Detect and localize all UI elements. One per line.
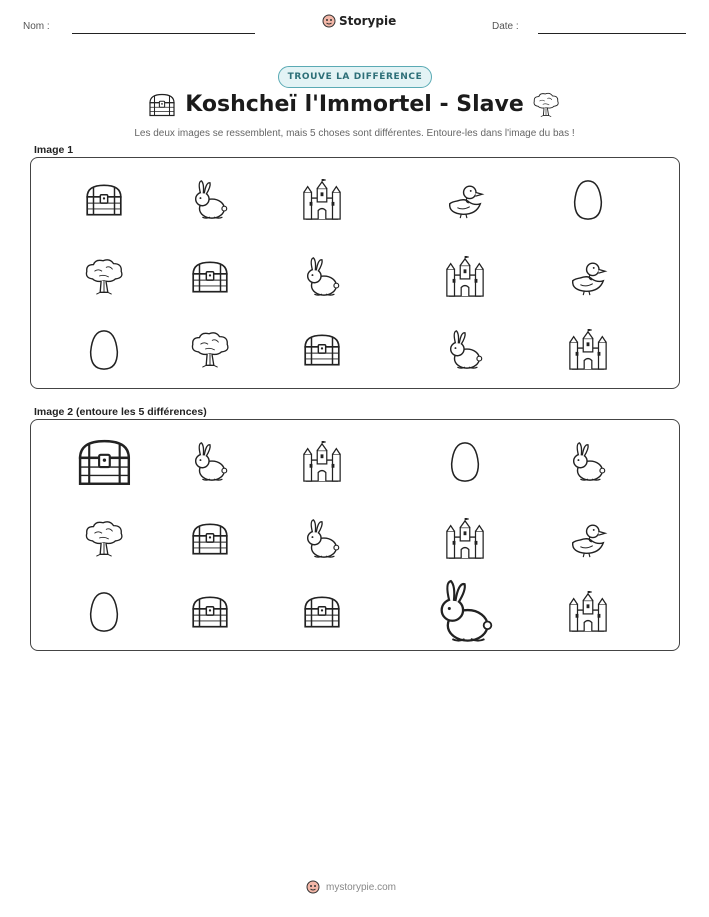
image2-castle-icon[interactable] [444, 518, 486, 560]
image2-chest-icon[interactable] [301, 591, 343, 633]
image1-castle-icon [444, 256, 486, 298]
page-title: Koshcheï l'Immortel - Slave [185, 92, 524, 117]
activity-badge: TROUVE LA DIFFÉRENCE [278, 66, 432, 88]
image1-castle-icon [567, 329, 609, 371]
footer [306, 880, 396, 894]
image2-rabbit-icon[interactable] [567, 441, 609, 483]
image2-chest-icon[interactable] [74, 432, 135, 493]
image2-egg-icon[interactable] [83, 591, 125, 633]
image2-rabbit-icon[interactable] [301, 518, 343, 560]
storypie-mascot-icon [306, 880, 320, 894]
image2-egg-icon[interactable] [444, 441, 486, 483]
image1-chest-icon [83, 179, 125, 221]
image1-egg-icon [567, 179, 609, 221]
image1-egg-icon [83, 329, 125, 371]
image1-duck-icon [567, 256, 609, 298]
image1-panel [30, 157, 680, 389]
image2-chest-icon[interactable] [189, 518, 231, 560]
image2-duck-icon[interactable] [567, 518, 609, 560]
date-field[interactable] [538, 33, 686, 34]
name-label: Nom : [23, 21, 50, 32]
image1-rabbit-icon [301, 256, 343, 298]
footer-url: mystorypie.com [326, 881, 397, 893]
brand-logo [322, 14, 396, 28]
image2-label: Image 2 (entoure les 5 différences) [34, 406, 207, 418]
image1-tree-icon [189, 329, 231, 371]
image2-rabbit-icon[interactable] [431, 578, 498, 645]
date-label: Date : [492, 21, 519, 32]
title-tree-icon [531, 92, 561, 120]
storypie-mascot-icon [322, 14, 336, 28]
instructions: Les deux images se ressemblent, mais 5 choses sont différentes. Entoure-les dans l'image du bas ! [134, 128, 575, 139]
image2-castle-icon[interactable] [567, 591, 609, 633]
image2-rabbit-icon[interactable] [189, 441, 231, 483]
image2-panel[interactable] [30, 419, 680, 651]
brand-name: Storypie [339, 14, 397, 28]
name-field[interactable] [72, 33, 255, 34]
image1-chest-icon [189, 256, 231, 298]
image2-tree-icon[interactable] [83, 518, 125, 560]
image2-chest-icon[interactable] [189, 591, 231, 633]
image1-rabbit-icon [444, 329, 486, 371]
image1-tree-icon [83, 256, 125, 298]
image1-label: Image 1 [34, 144, 74, 156]
image1-castle-icon [301, 179, 343, 221]
image1-rabbit-icon [189, 179, 231, 221]
image2-castle-icon[interactable] [301, 441, 343, 483]
image1-chest-icon [301, 329, 343, 371]
image1-duck-icon [444, 179, 486, 221]
